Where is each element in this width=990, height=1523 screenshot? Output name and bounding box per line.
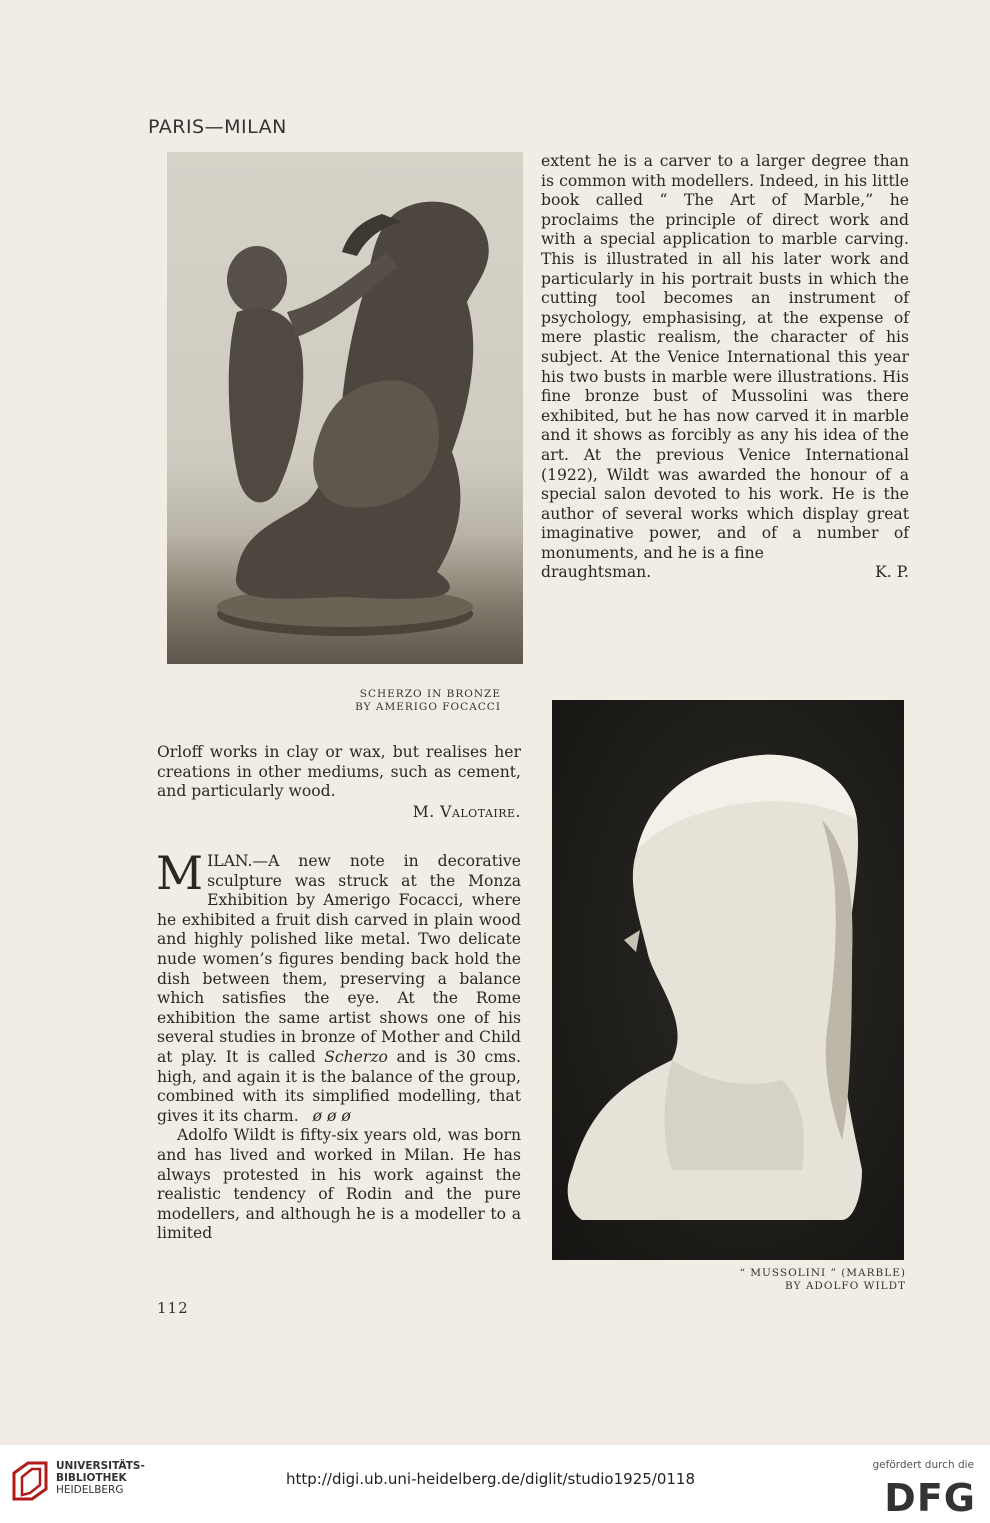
dfg-logo: DFG xyxy=(884,1476,976,1520)
institution-line2: BIBLIOTHEK xyxy=(56,1472,127,1484)
institution-line3: HEIDELBERG xyxy=(56,1484,124,1496)
mussolini-marble-photo xyxy=(552,700,904,1260)
right-column-last-word: draughtsman. xyxy=(541,563,652,582)
orloff-paragraph: Orloff works in clay or wax, but realises her creations in other mediums, such as cement, and particularly wood. xyxy=(157,743,521,801)
milan-dropcap: M xyxy=(156,846,204,900)
milan-text-part2: and is 30 cms. high, and again it is the balance of the group, combined with its simplified modelling, that gives it its charm. xyxy=(157,1047,521,1125)
milan-paragraph xyxy=(156,846,521,1126)
running-head: PARIS—MILAN xyxy=(148,116,287,138)
scherzo-italic: Scherzo xyxy=(324,1047,388,1066)
scherzo-bronze-photo xyxy=(167,152,523,664)
figure2-caption-line2: BY ADOLFO WILDT xyxy=(785,1280,906,1292)
right-column-paragraph: extent he is a carver to a larger degree than is common with modellers. Indeed, in his little book called “ The Art of Marble,” he proclaims the principle of direct work and with a special application to marble carving. This is illustrated in all his later work and particularly in his portrait busts in which the cutting tool becomes an instrument of psychology, emphasising, at the expense of mere plastic realism, the character of his subject. At the Venice International this year his two busts in marble were illustrations. His fine bronze bust of Mussolini was there exhibited, but he has now carved it in marble and it shows as forcibly as any his idea of the art. At the previous Venice International (1922), Wildt was awarded the honour of a special salon devoted to his work. He is the author of several works which display great imaginative power, and of a number of monuments, and he is a fine xyxy=(541,152,909,562)
author-initials: K. P. xyxy=(875,563,909,582)
figure2-caption xyxy=(690,1267,906,1293)
right-column-end-line xyxy=(541,563,909,583)
figure1-caption xyxy=(330,688,501,714)
right-column-text xyxy=(541,152,909,583)
valotaire-signature: M. Valotaire. xyxy=(412,802,521,821)
wildt-paragraph: Adolfo Wildt is fifty-six years old, was born and has lived and worked in Milan. He has always protested in his work against the realistic tendency of Rodin and the pure modellers, and although he is a modeller to a limited xyxy=(157,1126,521,1243)
source-url-link[interactable]: http://digi.ub.uni-heidelberg.de/diglit/studio1925/0118 xyxy=(286,1470,696,1488)
figure1-caption-line1: SCHERZO IN BRONZE xyxy=(359,688,501,700)
ornament-icons: ø ø ø xyxy=(312,1106,351,1125)
figure2-caption-line1: “ MUSSOLINI ” (MARBLE) xyxy=(739,1267,906,1279)
milan-text-part1: ILAN.—A new note in decorative sculpture was struck at the Monza Exhibition by Amerigo Focacci, where he exhibited a fruit dish carved in plain wood and highly polished like metal. Two delicate nude women’s figures bending back hold the dish between them, preserving a balance which satisfies the eye. At the Rome exhibition the same artist shows one of his several studies in bronze of Mother and Child at play. It is called xyxy=(157,852,521,1066)
scherzo-sculpture-illustration xyxy=(167,152,523,664)
university-library-logo-icon xyxy=(10,1459,50,1503)
left-column-orloff xyxy=(157,743,521,822)
university-library-name xyxy=(56,1460,145,1496)
left-column-milan xyxy=(156,846,521,1244)
mussolini-bust-illustration xyxy=(552,700,904,1260)
page-number: 112 xyxy=(157,1299,189,1317)
institution-line1: UNIVERSITÄTS- xyxy=(56,1460,145,1472)
figure1-caption-line2: BY AMERIGO FOCACCI xyxy=(355,701,501,713)
funded-by-label: gefördert durch die xyxy=(872,1459,974,1471)
digitization-footer xyxy=(0,1445,990,1523)
